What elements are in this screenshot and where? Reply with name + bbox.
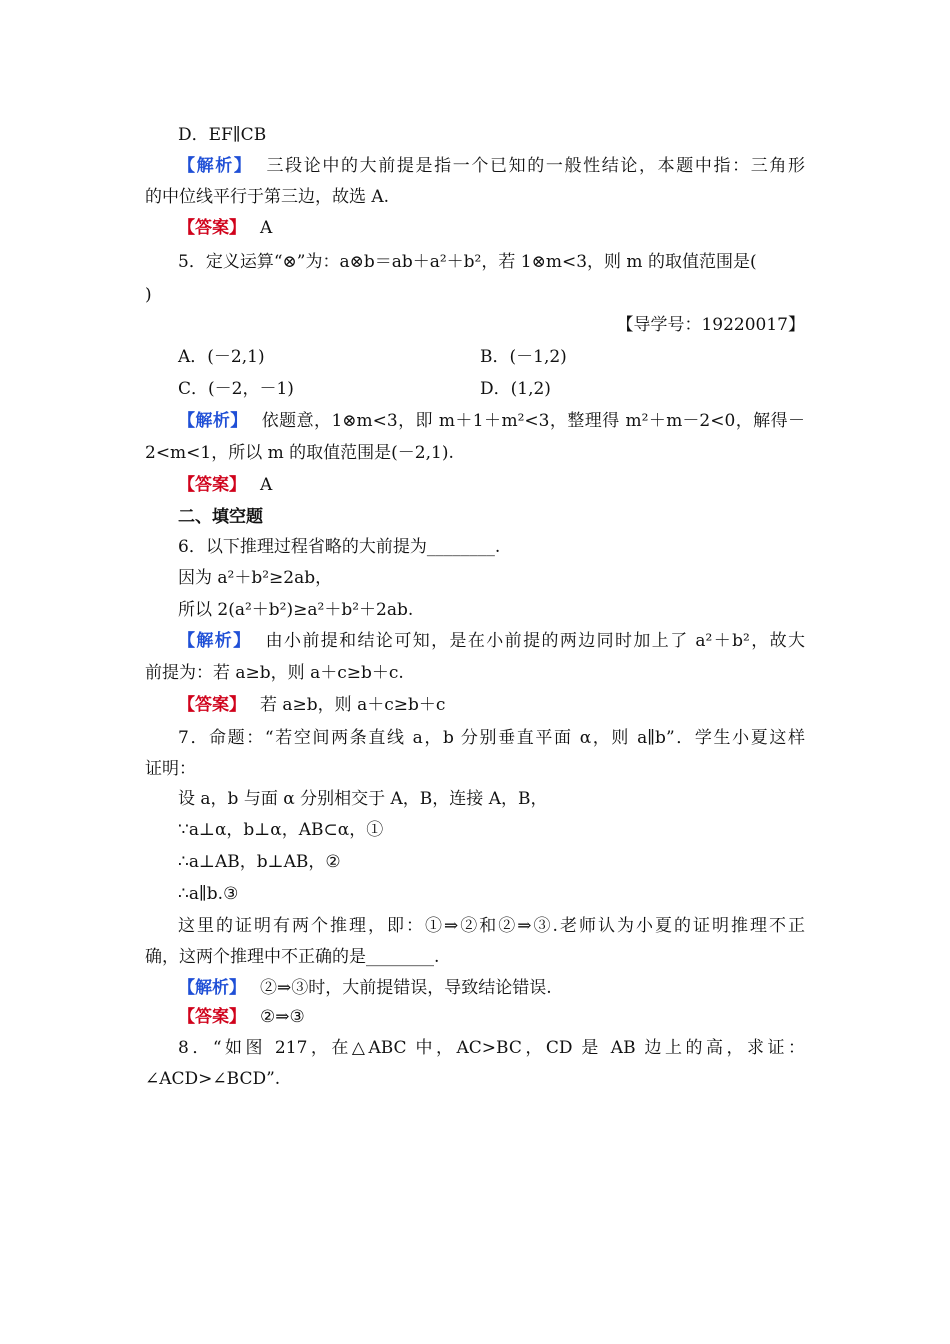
answer-tag: 【答案】: [178, 218, 246, 238]
question-5-cont: ): [145, 285, 152, 305]
question-7: 7．命题：“若空间两条直线 a，b 分别垂直平面 α，则 a∥b”．学生小夏这样: [178, 728, 805, 748]
answer-line: 【答案】 A: [178, 475, 273, 495]
answer-line: 【答案】 A: [178, 218, 273, 238]
answer-tag: 【答案】: [178, 475, 246, 495]
answer-line: 【答案】 ②⇒③: [178, 1007, 305, 1027]
analysis-line: 的中位线平行于第三边，故选 A.: [145, 187, 390, 207]
analysis-tag: 【解析】: [178, 631, 252, 651]
proof-line: 这里的证明有两个推理，即：①⇒②和②⇒③.老师认为小夏的证明推理不正: [178, 916, 806, 936]
question-6: 6．以下推理过程省略的大前提为________.: [178, 537, 501, 557]
analysis-line: 【解析】 由小前提和结论可知，是在小前提的两边同时加上了 a²＋b²，故大: [178, 631, 805, 651]
analysis-tag: 【解析】: [178, 156, 253, 176]
option-d: D．(1,2): [480, 379, 551, 399]
analysis-line: 2<m<1，所以 m 的取值范围是(－2,1).: [145, 443, 454, 463]
option-c: C．(－2，－1): [178, 379, 294, 399]
analysis-line: 【解析】 ②⇒③时，大前提错误，导致结论错误.: [178, 978, 552, 998]
answer-tag: 【答案】: [178, 695, 246, 715]
answer-tag: 【答案】: [178, 1007, 246, 1027]
proof-line: ∵a⊥α，b⊥α，AB⊂α，①: [178, 820, 384, 840]
analysis-line: 【解析】 依题意，1⊗m<3，即 m＋1＋m²<3，整理得 m²＋m－2<0，解得－: [178, 411, 805, 431]
analysis-line: 前提为：若 a≥b，则 a＋c≥b＋c.: [145, 663, 404, 683]
proof-line: ∴a∥b.③: [178, 884, 239, 904]
question-8-cont: ∠ACD>∠BCD”.: [145, 1069, 281, 1089]
analysis-line: 【解析】 三段论中的大前提是指一个已知的一般性结论，本题中指：三角形: [178, 156, 805, 176]
proof-line: 设 a，b 与面 α 分别相交于 A，B，连接 A，B，: [178, 789, 548, 809]
analysis-tag: 【解析】: [178, 978, 246, 998]
options-row: [178, 377, 805, 401]
proof-line: 确，这两个推理中不正确的是________.: [145, 947, 440, 967]
question-8: 8．“如图 217，在△ABC 中，AC>BC，CD 是 AB 边上的高，求证：: [178, 1038, 805, 1058]
question-7-cont: 证明：: [145, 759, 196, 779]
section-heading: 二、填空题: [178, 507, 263, 527]
option-a: A．(－2,1): [178, 347, 265, 367]
question-5: 5．定义运算“⊗”为：a⊗b＝ab＋a²＋b²，若 1⊗m<3，则 m 的取值范围是(: [178, 252, 757, 272]
guide-number: 【导学号：19220017】: [616, 315, 805, 335]
option-d: D．EF∥CB: [178, 125, 267, 145]
options-row: [178, 345, 805, 369]
answer-line: 【答案】 若 a≥b，则 a＋c≥b＋c: [178, 695, 446, 715]
analysis-tag: 【解析】: [178, 411, 248, 431]
option-b: B．(－1,2): [480, 347, 567, 367]
proof-line: ∴a⊥AB，b⊥AB，②: [178, 852, 341, 872]
question-6-line: 所以 2(a²＋b²)≥a²＋b²＋2ab.: [178, 600, 414, 620]
question-6-line: 因为 a²＋b²≥2ab，: [178, 568, 333, 588]
